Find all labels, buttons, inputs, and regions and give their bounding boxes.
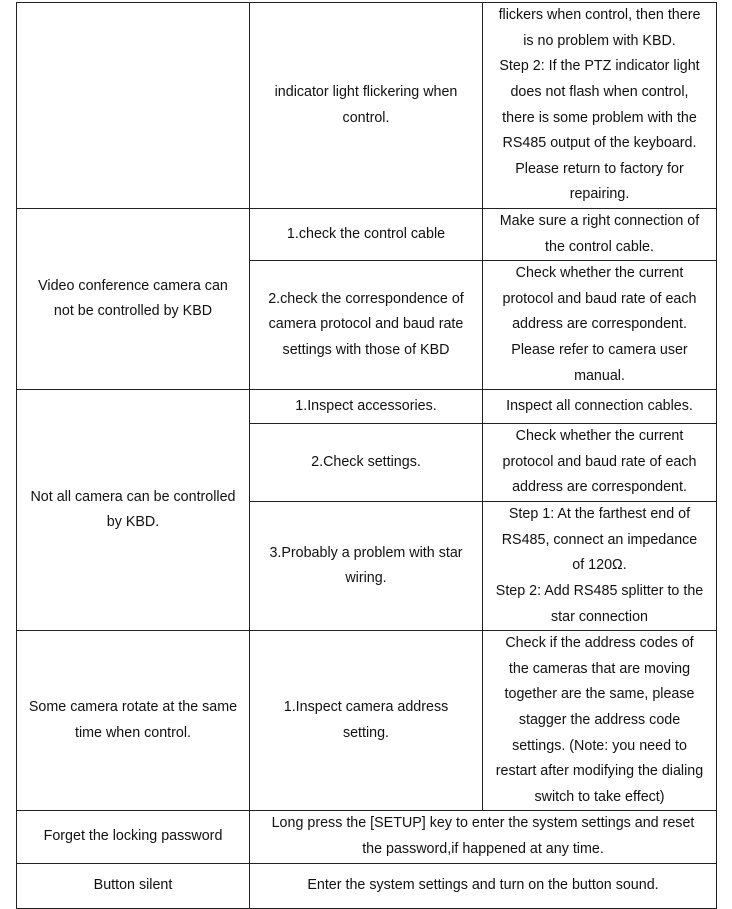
solution-cell: Check if the address codes of the cameras that are moving together are the same, please stagger the address code settings. (Note: you need to restart after modifying the dialing switch to take effect) (483, 631, 717, 811)
merged-solution-cell: Enter the system settings and turn on the button sound. (250, 863, 717, 908)
table-row (17, 811, 717, 863)
problem-cell: Forget the locking password (17, 811, 250, 863)
check-cell: 1.check the control cable (250, 209, 483, 261)
problem-cell: Button silent (17, 863, 250, 908)
check-cell: 1.Inspect accessories. (250, 390, 483, 424)
solution-cell: Inspect all connection cables. (483, 390, 717, 424)
check-cell: 2.check the correspondence of camera protocol and baud rate settings with those of KBD (250, 261, 483, 390)
solution-cell: flickers when control, then there is no problem with KBD. Step 2: If the PTZ indicator light does not flash when control, there is some problem with the RS485 output of the keyboard. Please return to factory for repairing. (483, 3, 717, 209)
check-cell: 2.Check settings. (250, 424, 483, 502)
table-row (17, 3, 717, 209)
troubleshooting-table (16, 2, 717, 909)
problem-cell (17, 3, 250, 209)
solution-cell: Check whether the current protocol and baud rate of each address are correspondent. Please refer to camera user manual. (483, 261, 717, 390)
problem-cell: Some camera rotate at the same time when control. (17, 631, 250, 811)
table-row (17, 863, 717, 908)
table-row (17, 631, 717, 811)
check-cell: indicator light flickering when control. (250, 3, 483, 209)
solution-cell: Make sure a right connection of the control cable. (483, 209, 717, 261)
table-row (17, 209, 717, 261)
table-row (17, 390, 717, 424)
solution-cell: Check whether the current protocol and baud rate of each address are correspondent. (483, 424, 717, 502)
problem-cell: Not all camera can be controlled by KBD. (17, 390, 250, 631)
solution-cell: Step 1: At the farthest end of RS485, connect an impedance of 120Ω. Step 2: Add RS485 splitter to the star connection (483, 502, 717, 631)
merged-solution-cell: Long press the [SETUP] key to enter the system settings and reset the password,if happened at any time. (250, 811, 717, 863)
check-cell: 3.Probably a problem with star wiring. (250, 502, 483, 631)
check-cell: 1.Inspect camera address setting. (250, 631, 483, 811)
problem-cell: Video conference camera can not be controlled by KBD (17, 209, 250, 390)
